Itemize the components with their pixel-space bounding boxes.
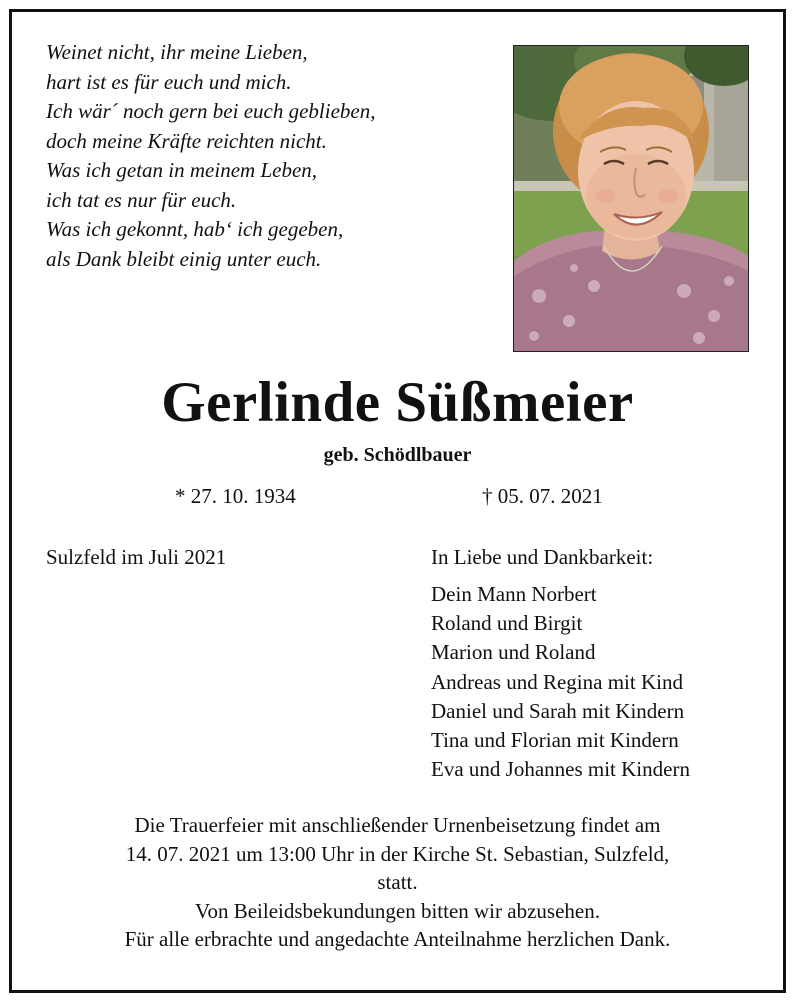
mourner-name: Marion und Roland (431, 640, 596, 665)
place-date: Sulzfeld im Juli 2021 (46, 545, 227, 569)
poem (46, 38, 486, 274)
notice-line: Von Beileidsbekundungen bitten wir abzusehen. (195, 898, 600, 923)
mourner-name: Dein Mann Norbert (431, 582, 597, 606)
mourner-name: Daniel und Sarah mit Kindern (431, 698, 685, 723)
deceased-name: Gerlinde Süßmeier (161, 371, 634, 434)
notice-line: Für alle erbrachte und angedachte Anteilnahme herzlichen Dank. (124, 927, 671, 951)
mourner-name: Eva und Johannes mit Kindern (431, 757, 690, 782)
mourners-list (431, 580, 690, 784)
poem-line: doch meine Kräfte reichten nicht. (46, 128, 327, 153)
poem-line: Weinet nicht, ihr meine Lieben, (46, 40, 308, 64)
notice-line: Die Trauerfeier mit anschließender Urnenbeisetzung findet am (134, 813, 661, 837)
maiden-name: geb. Schödlbauer (323, 444, 472, 466)
poem-line: ich tat es nur für euch. (46, 187, 237, 212)
notice-line: statt. (377, 870, 418, 894)
poem-line: als Dank bleibt einig unter euch. (46, 246, 322, 271)
portrait-photo-icon (513, 45, 749, 352)
mourners-intro: In Liebe und Dankbarkeit: (431, 545, 654, 569)
poem-line: Was ich gekonnt, hab‘ ich gegeben, (46, 217, 344, 241)
poem-line: Ich wär´ noch gern bei euch geblieben, (46, 99, 376, 123)
mourner-name: Tina und Florian mit Kindern (431, 728, 679, 753)
birth-date: * 27. 10. 1934 (175, 484, 296, 508)
death-date: † 05. 07. 2021 (482, 484, 603, 508)
notice-line: 14. 07. 2021 um 13:00 Uhr in der Kirche St. Sebastian, Sulzfeld, (125, 841, 670, 866)
poem-line: Was ich getan in meinem Leben, (46, 158, 318, 182)
funeral-notice (0, 811, 795, 954)
poem-line: hart ist es für euch und mich. (46, 69, 292, 94)
mourner-name: Roland und Birgit (431, 611, 583, 636)
mourner-name: Andreas und Regina mit Kind (431, 669, 683, 694)
